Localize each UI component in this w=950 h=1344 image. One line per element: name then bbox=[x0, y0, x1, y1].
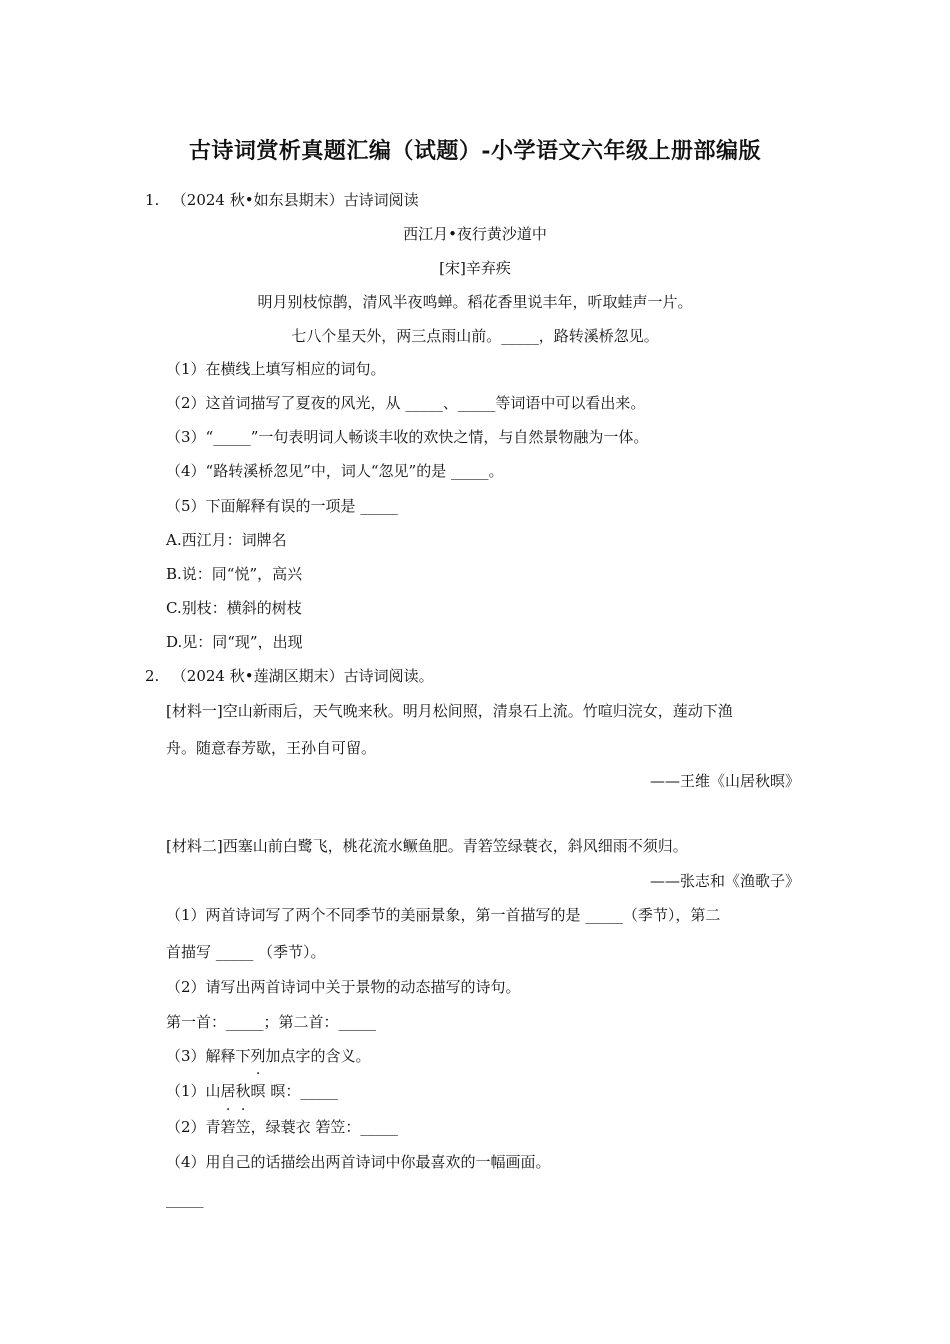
question-number: 2. bbox=[145, 667, 160, 685]
sub-question: （3）解释下列加点字的含义。 bbox=[166, 1047, 371, 1065]
answer-blank: _____ bbox=[166, 1190, 204, 1208]
sub-question bbox=[166, 1117, 398, 1137]
sub-question: （4）用自己的话描绘出两首诗词中你最喜欢的一幅画面。 bbox=[166, 1153, 551, 1171]
option-d: D.见：同“现”，出现 bbox=[166, 633, 303, 651]
dotted-character: 箬 bbox=[220, 1118, 236, 1136]
sub-question: （2）请写出两首诗词中关于景物的动态描写的诗句。 bbox=[166, 978, 521, 996]
poem-line: 明月别枝惊鹊，清风半夜鸣蝉。稻花香里说丰年，听取蛙声一片。 bbox=[257, 293, 693, 311]
option-a: A.西江月：词牌名 bbox=[166, 531, 287, 549]
sub-question: （5）下面解释有误的一项是 _____ bbox=[166, 497, 398, 515]
poem-title: 西江月•夜行黄沙道中 bbox=[403, 225, 547, 243]
material-1-text: [材料一]空山新雨后，天气晚来秋。明月松间照，清泉石上流。竹喧归浣女，莲动下渔 bbox=[166, 702, 733, 720]
text-segment: （1）山居秋 bbox=[166, 1082, 251, 1100]
text-segment: ，绿蓑衣 箬笠：_____ bbox=[250, 1118, 398, 1136]
answer-blank: 第一首：_____；第二首：_____ bbox=[166, 1013, 377, 1031]
dotted-character: 笠 bbox=[235, 1118, 251, 1136]
sub-question: （3）“_____”一句表明词人畅谈丰收的欢快之情，与自然景物融为一体。 bbox=[166, 428, 649, 446]
sub-question: （1）在横线上填写相应的词句。 bbox=[166, 360, 386, 378]
question-source: （2024 秋•如东县期末）古诗词阅读 bbox=[171, 191, 419, 209]
sub-question: （2）这首词描写了夏夜的风光，从 _____、_____等词语中可以看出来。 bbox=[166, 394, 646, 412]
option-c: C.别枝：横斜的树枝 bbox=[166, 599, 302, 617]
dotted-character: 暝 bbox=[250, 1082, 266, 1100]
sub-question: 首描写 _____ （季节）。 bbox=[166, 943, 326, 961]
question-number: 1. bbox=[145, 191, 160, 209]
question-1-header bbox=[145, 190, 419, 210]
sub-question: （1）两首诗词写了两个不同季节的美丽景象，第一首描写的是 _____（季节），第二 bbox=[166, 906, 721, 924]
sub-question bbox=[166, 1081, 338, 1101]
question-source: （2024 秋•莲湖区期末）古诗词阅读。 bbox=[171, 667, 434, 685]
poem-line: 七八个星天外，两三点雨山前。_____，路转溪桥忽见。 bbox=[291, 327, 659, 345]
poem-author: [宋]辛弃疾 bbox=[439, 259, 511, 277]
option-b: B.说：同“悦”，高兴 bbox=[166, 565, 303, 583]
text-segment: （2）青 bbox=[166, 1118, 221, 1136]
material-1-attribution: ——王维《山居秋暝》 bbox=[649, 772, 800, 790]
material-2-attribution: ——张志和《渔歌子》 bbox=[649, 872, 800, 890]
page-title: 古诗词赏析真题汇编（试题）-小学语文六年级上册部编版 bbox=[188, 138, 762, 164]
material-2-text: [材料二]西塞山前白鹭飞，桃花流水鳜鱼肥。青箬笠绿蓑衣，斜风细雨不须归。 bbox=[166, 837, 688, 855]
material-1-text: 舟。随意春芳歇，王孙自可留。 bbox=[166, 739, 377, 757]
text-segment: 暝：_____ bbox=[265, 1082, 338, 1100]
sub-question: （4）“路转溪桥忽见”中，词人“忽见”的是 _____。 bbox=[166, 462, 504, 480]
question-2-header bbox=[145, 666, 434, 686]
